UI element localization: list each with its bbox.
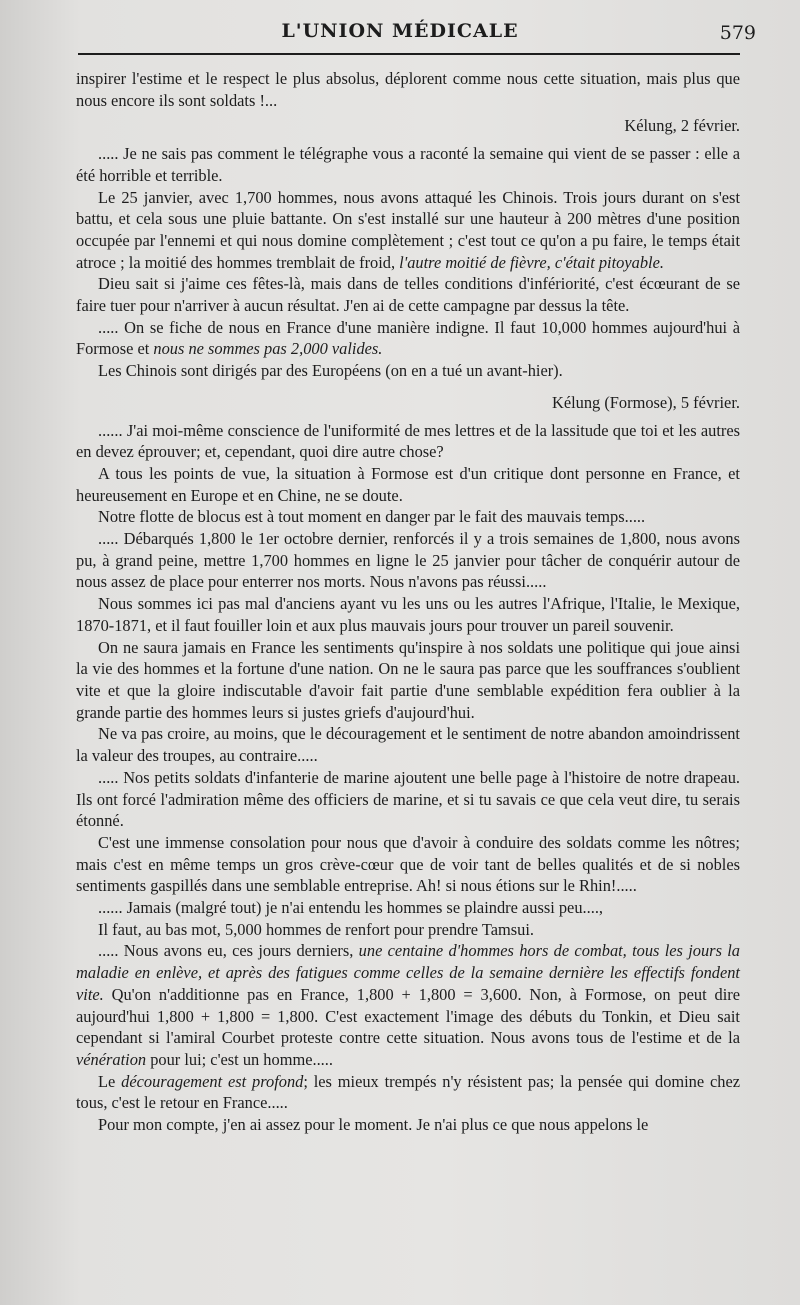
paragraph: C'est une immense consolation pour nous que d'avoir à conduire des soldats comme les nôtres; mais c'est en même temps un gros crève-cœur que de voir tant de belles qualités et de si nobles sentiments gaspillés dans une semblable entreprise. Ah! si nous étions sur le Rhin!..... bbox=[76, 832, 740, 896]
paragraph: Il faut, au bas mot, 5,000 hommes de renfort pour prendre Tamsui. bbox=[98, 919, 534, 939]
paragraph-italic: nous ne sommes pas 2,000 valides. bbox=[153, 339, 383, 359]
paragraph-italic: l'autre moitié de fièvre, c'était pitoyable. bbox=[399, 252, 664, 272]
body-text bbox=[76, 68, 740, 1136]
paragraph: Nous sommes ici pas mal d'anciens ayant vu les uns ou les autres l'Afrique, l'Italie, le Mexique, 1870-1871, et il faut fouiller loin et aux plus mauvais jours pour trouver un pareil souvenir. bbox=[76, 594, 740, 635]
paragraph: ..... Nos petits soldats d'infanterie de marine ajoutent une belle page à l'histoire de notre drapeau. Ils ont forcé l'admiration même des officiers de marine, et si tu savais ce que cela veut dire, tu serais étonné. bbox=[76, 767, 740, 831]
paragraph: Les Chinois sont dirigés par des Européens (on en a tué un avant-hier). bbox=[98, 361, 563, 381]
paragraph bbox=[76, 317, 740, 360]
running-head: L'UNION MÉDICALE bbox=[281, 20, 519, 42]
paragraph-text: ..... Nous avons eu, ces jours derniers, bbox=[98, 941, 359, 961]
paragraph: Pour mon compte, j'en ai assez pour le moment. Je n'ai plus ce que nous appelons le bbox=[98, 1115, 649, 1135]
paragraph: inspirer l'estime et le respect le plus absolus, déplorent comme nous cette situation, mais plus que nous encore ils sont soldats !... bbox=[76, 69, 740, 110]
paragraph-italic: vénération bbox=[76, 1049, 147, 1069]
paragraph bbox=[76, 940, 740, 1070]
paragraph-text: ..... On se fiche de nous en France d'une manière indigne. Il faut 10,000 hommes aujourd'hui à Formose et bbox=[76, 317, 740, 359]
paragraph-italic: découragement est profond bbox=[121, 1071, 304, 1091]
paragraph: Dieu sait si j'aime ces fêtes-là, mais dans de telles conditions d'infériorité, c'est écœurant de se faire tuer pour n'arriver à aucun résultat. J'en ai de cette campagne par dessus la tête. bbox=[76, 274, 740, 316]
paragraph: Notre flotte de blocus est à tout moment en danger par le fait des mauvais temps..... bbox=[98, 507, 646, 527]
paragraph-italic: une centaine d'hommes hors de combat, tous les jours la maladie en enlève, et après des fatigues comme celles de la semaine dernière les effectifs fondent vite. bbox=[76, 941, 741, 1004]
paragraph-text: pour lui; c'est un homme..... bbox=[146, 1049, 333, 1069]
header bbox=[0, 18, 800, 48]
paragraph-text: Le 25 janvier, avec 1,700 hommes, nous avons attaqué les Chinois. Trois jours durant on s'est battu, et cela sous une pluie battante. On s'est installé sur une hauteur à 200 mètres d'une position occupée par l'ennemi et qui nous domine complètement ; c'est tout ce qu'on a pu faire, le temps était atroce ; la moitié des hommes tremblait de froid, bbox=[76, 187, 740, 272]
paragraph: ..... Débarqués 1,800 le 1er octobre dernier, renforcés il y a trois semaines de 1,800, nous avons pu, à grand peine, mettre 1,700 hommes en ligne le 25 janvier pour tâcher de conquérir autour de nous assez de place pour enterrer nos morts. Nous n'avons pas réussi..... bbox=[76, 529, 740, 592]
paragraph: A tous les points de vue, la situation à Formose est d'un critique dont personne en France, et heureusement en Europe et en Chine, ne se doute. bbox=[76, 463, 740, 505]
paragraph: ..... Je ne sais pas comment le télégraphe vous a raconté la semaine qui vient de se passer : elle a été horrible et terrible. bbox=[76, 144, 740, 185]
paragraph-text: Le bbox=[98, 1071, 122, 1091]
page-number: 579 bbox=[719, 22, 756, 44]
header-rule bbox=[78, 53, 740, 55]
paragraph-text: Qu'on n'additionne pas en France, 1,800 + 1,800 = 3,600. Non, à Formose, on peut dire aujourd'hui 1,800 + 1,800 = 1,800. C'est exactement l'image des débuts du Tonkin, et Dieu sait cependant si l'amiral Courbet proteste contre cette situation. Nous avons tous de l'estime et de la bbox=[76, 984, 740, 1048]
paragraph: Ne va pas croire, au moins, que le découragement et le sentiment de notre abandon amoindrissent la valeur des troupes, au contraire..... bbox=[76, 724, 740, 766]
dateline: Kélung (Formose), 5 février. bbox=[552, 392, 740, 412]
paragraph: ...... J'ai moi-même conscience de l'uniformité de mes lettres et de la lassitude que toi et les autres en devez éprouver; et, cependant, quoi dire autre chose? bbox=[76, 420, 740, 462]
paragraph bbox=[76, 187, 740, 274]
paragraph-text: ; les mieux trempés n'y résistent pas; la pensée qui domine chez tous, c'est le retour en France..... bbox=[76, 1071, 741, 1113]
paragraph: ...... Jamais (malgré tout) je n'ai entendu les hommes se plaindre aussi peu...., bbox=[98, 898, 604, 918]
paragraph: On ne saura jamais en France les sentiments qu'inspire à nos soldats une politique qui joue ainsi la vie des hommes et la fortune d'une nation. On ne le saura pas parce que les souffrances s'oublient vite et que la gloire indiscutable d'avoir fait partie d'une semblable expédition fera oublier à la grande partie des hommes leurs si justes griefs d'aujourd'hui. bbox=[76, 637, 740, 722]
dateline: Kélung, 2 février. bbox=[624, 116, 740, 136]
paragraph bbox=[76, 1071, 740, 1114]
